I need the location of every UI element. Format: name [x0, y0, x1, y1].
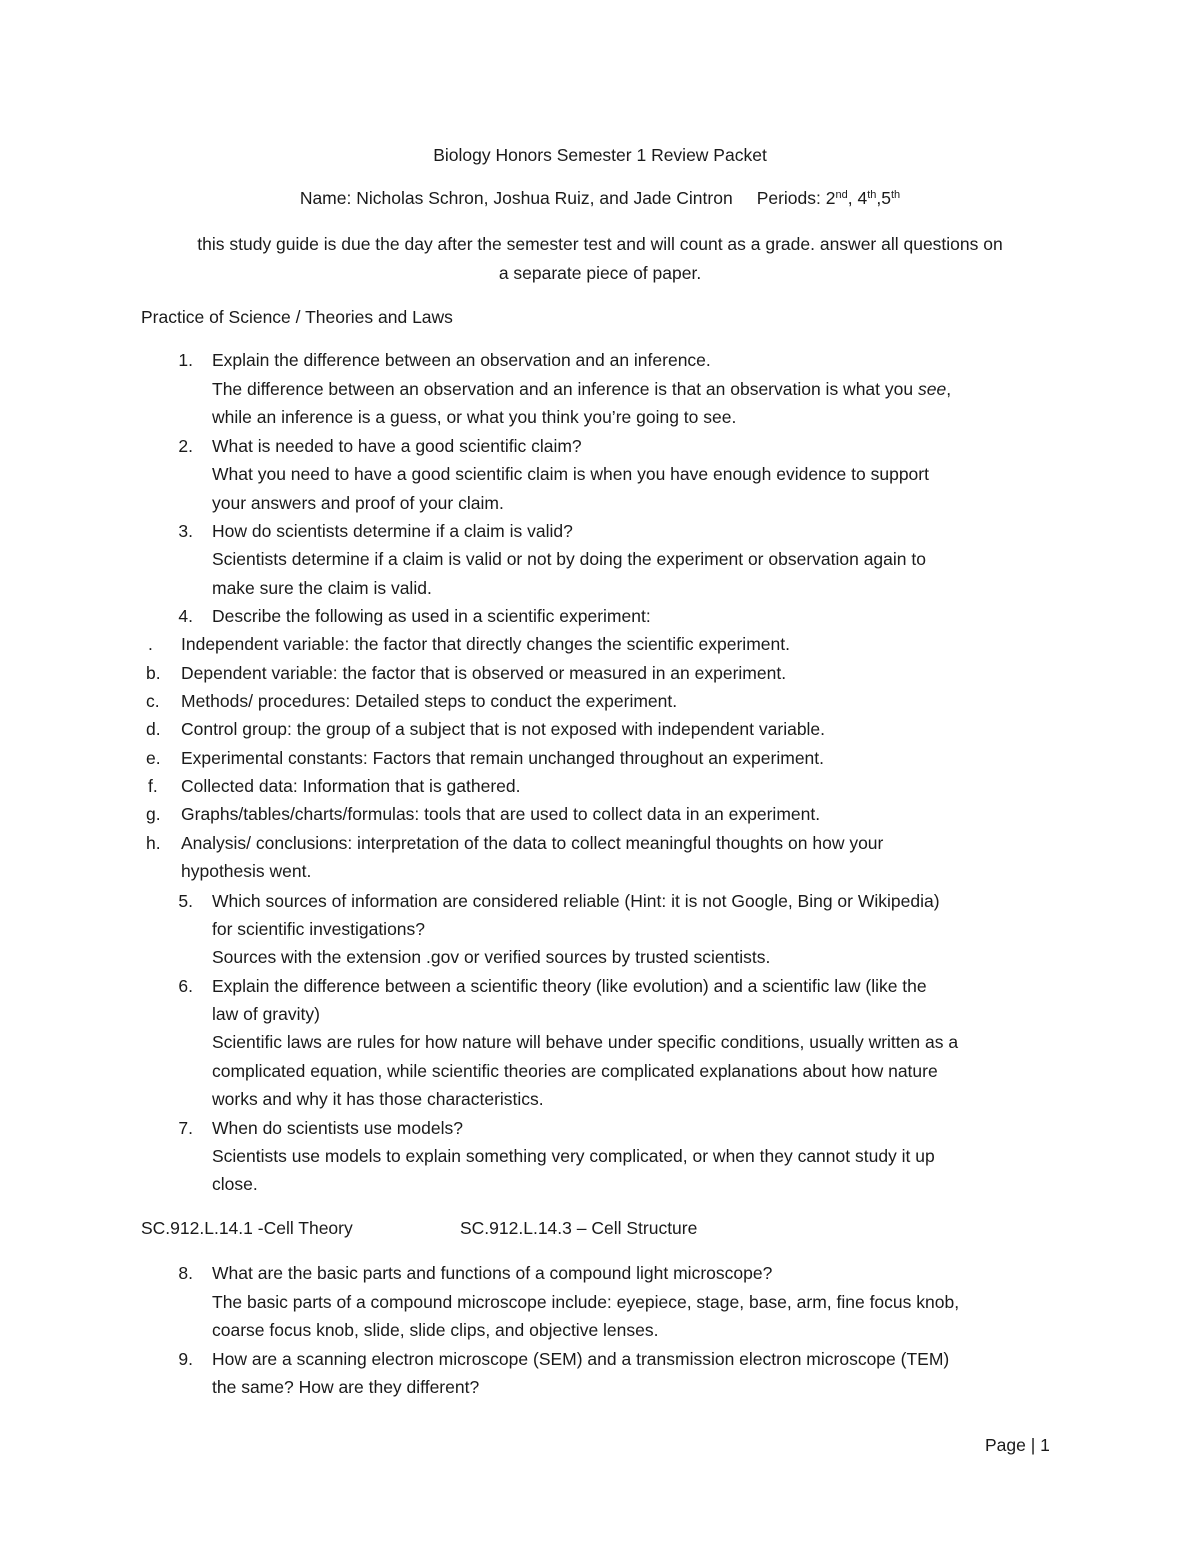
question-number: 3. [178, 521, 193, 541]
question-text: law of gravity) [212, 1004, 320, 1024]
list-item: Control group: the group of a subject that is not exposed with independent variable. [181, 719, 826, 739]
list-marker: b. [146, 663, 161, 683]
list-marker: c. [146, 691, 160, 711]
list-marker: h. [146, 833, 161, 853]
question-text: Describe the following as used in a scientific experiment: [212, 606, 651, 626]
answer-text: Scientists determine if a claim is valid or not by doing the experiment or observation again to [212, 549, 926, 569]
answer-text: make sure the claim is valid. [212, 578, 432, 598]
question-text: for scientific investigations? [212, 919, 426, 939]
list-marker: e. [146, 748, 161, 768]
question-number: 6. [178, 976, 193, 996]
answer-text: while an inference is a guess, or what you think you’re going to see. [212, 407, 737, 427]
section-heading-cell-theory: SC.912.L.14.1 -Cell Theory [141, 1218, 353, 1238]
question-number: 4. [178, 606, 193, 626]
answer-text: Scientists use models to explain something very complicated, or when they cannot study it up [212, 1146, 935, 1166]
answer-text: close. [212, 1174, 258, 1194]
page-number: Page | 1 [985, 1435, 1050, 1455]
periods-label: Periods: 2 [756, 188, 836, 208]
answer-text: The difference between an observation and an inference is that an observation is what you see, [212, 379, 952, 399]
question-text: When do scientists use models? [212, 1118, 463, 1138]
list-item: Methods/ procedures: Detailed steps to conduct the experiment. [181, 691, 678, 711]
question-text: the same? How are they different? [212, 1377, 480, 1397]
answer-text: Sources with the extension .gov or verified sources by trusted scientists. [212, 947, 771, 967]
list-item: Dependent variable: the factor that is observed or measured in an experiment. [181, 663, 787, 683]
section-heading-cell-structure: SC.912.L.14.3 – Cell Structure [460, 1218, 698, 1238]
list-marker: d. [146, 719, 161, 739]
question-number: 2. [178, 436, 193, 456]
list-item: Graphs/tables/charts/formulas: tools that are used to collect data in an experiment. [181, 804, 821, 824]
answer-text: your answers and proof of your claim. [212, 493, 504, 513]
question-number: 9. [178, 1349, 193, 1369]
document-title: Biology Honors Semester 1 Review Packet [433, 145, 767, 165]
question-number: 7. [178, 1118, 193, 1138]
answer-text: works and why it has those characteristics. [212, 1089, 544, 1109]
answer-text: coarse focus knob, slide, slide clips, and objective lenses. [212, 1320, 659, 1340]
answer-text: Scientific laws are rules for how nature will behave under specific conditions, usually written as a [212, 1032, 959, 1052]
list-item: Collected data: Information that is gathered. [181, 776, 521, 796]
question-text: Which sources of information are considered reliable (Hint: it is not Google, Bing or Wikipedia) [212, 891, 940, 911]
question-text: Explain the difference between a scientific theory (like evolution) and a scientific law (like the [212, 976, 927, 996]
question-number: 8. [178, 1263, 193, 1283]
question-text: What is needed to have a good scientific claim? [212, 436, 582, 456]
question-text: How do scientists determine if a claim is valid? [212, 521, 573, 541]
question-text: Explain the difference between an observation and an inference. [212, 350, 711, 370]
name-line: Name: Nicholas Schron, Joshua Ruiz, and Jade Cintron Periods: 2nd, 4th,5th [299, 188, 901, 208]
list-item: Analysis/ conclusions: interpretation of the data to collect meaningful thoughts on how your [181, 833, 884, 853]
student-names: Name: Nicholas Schron, Joshua Ruiz, and Jade Cintron [299, 188, 733, 208]
list-marker: f. [148, 776, 158, 796]
question-number: 5. [178, 891, 193, 911]
answer-text: The basic parts of a compound microscope include: eyepiece, stage, base, arm, fine focus knob, [212, 1292, 960, 1312]
instructions-line-2: a separate piece of paper. [498, 263, 702, 283]
list-item-continuation: hypothesis went. [181, 861, 312, 881]
question-number: 1. [178, 350, 193, 370]
answer-text: What you need to have a good scientific claim is when you have enough evidence to support [212, 464, 929, 484]
list-item: Experimental constants: Factors that remain unchanged throughout an experiment. [181, 748, 825, 768]
question-text: What are the basic parts and functions of a compound light microscope? [212, 1263, 773, 1283]
question-text: How are a scanning electron microscope (SEM) and a transmission electron microscope (TEM) [212, 1349, 950, 1369]
list-item: Independent variable: the factor that directly changes the scientific experiment. [181, 634, 790, 654]
section-heading: Practice of Science / Theories and Laws [141, 307, 453, 327]
list-marker: . [148, 634, 153, 654]
list-marker: g. [146, 804, 161, 824]
answer-text: complicated equation, while scientific theories are complicated explanations about how nature [212, 1061, 938, 1081]
instructions-line-1: this study guide is due the day after the semester test and will count as a grade. answer all questions on [197, 234, 1003, 254]
